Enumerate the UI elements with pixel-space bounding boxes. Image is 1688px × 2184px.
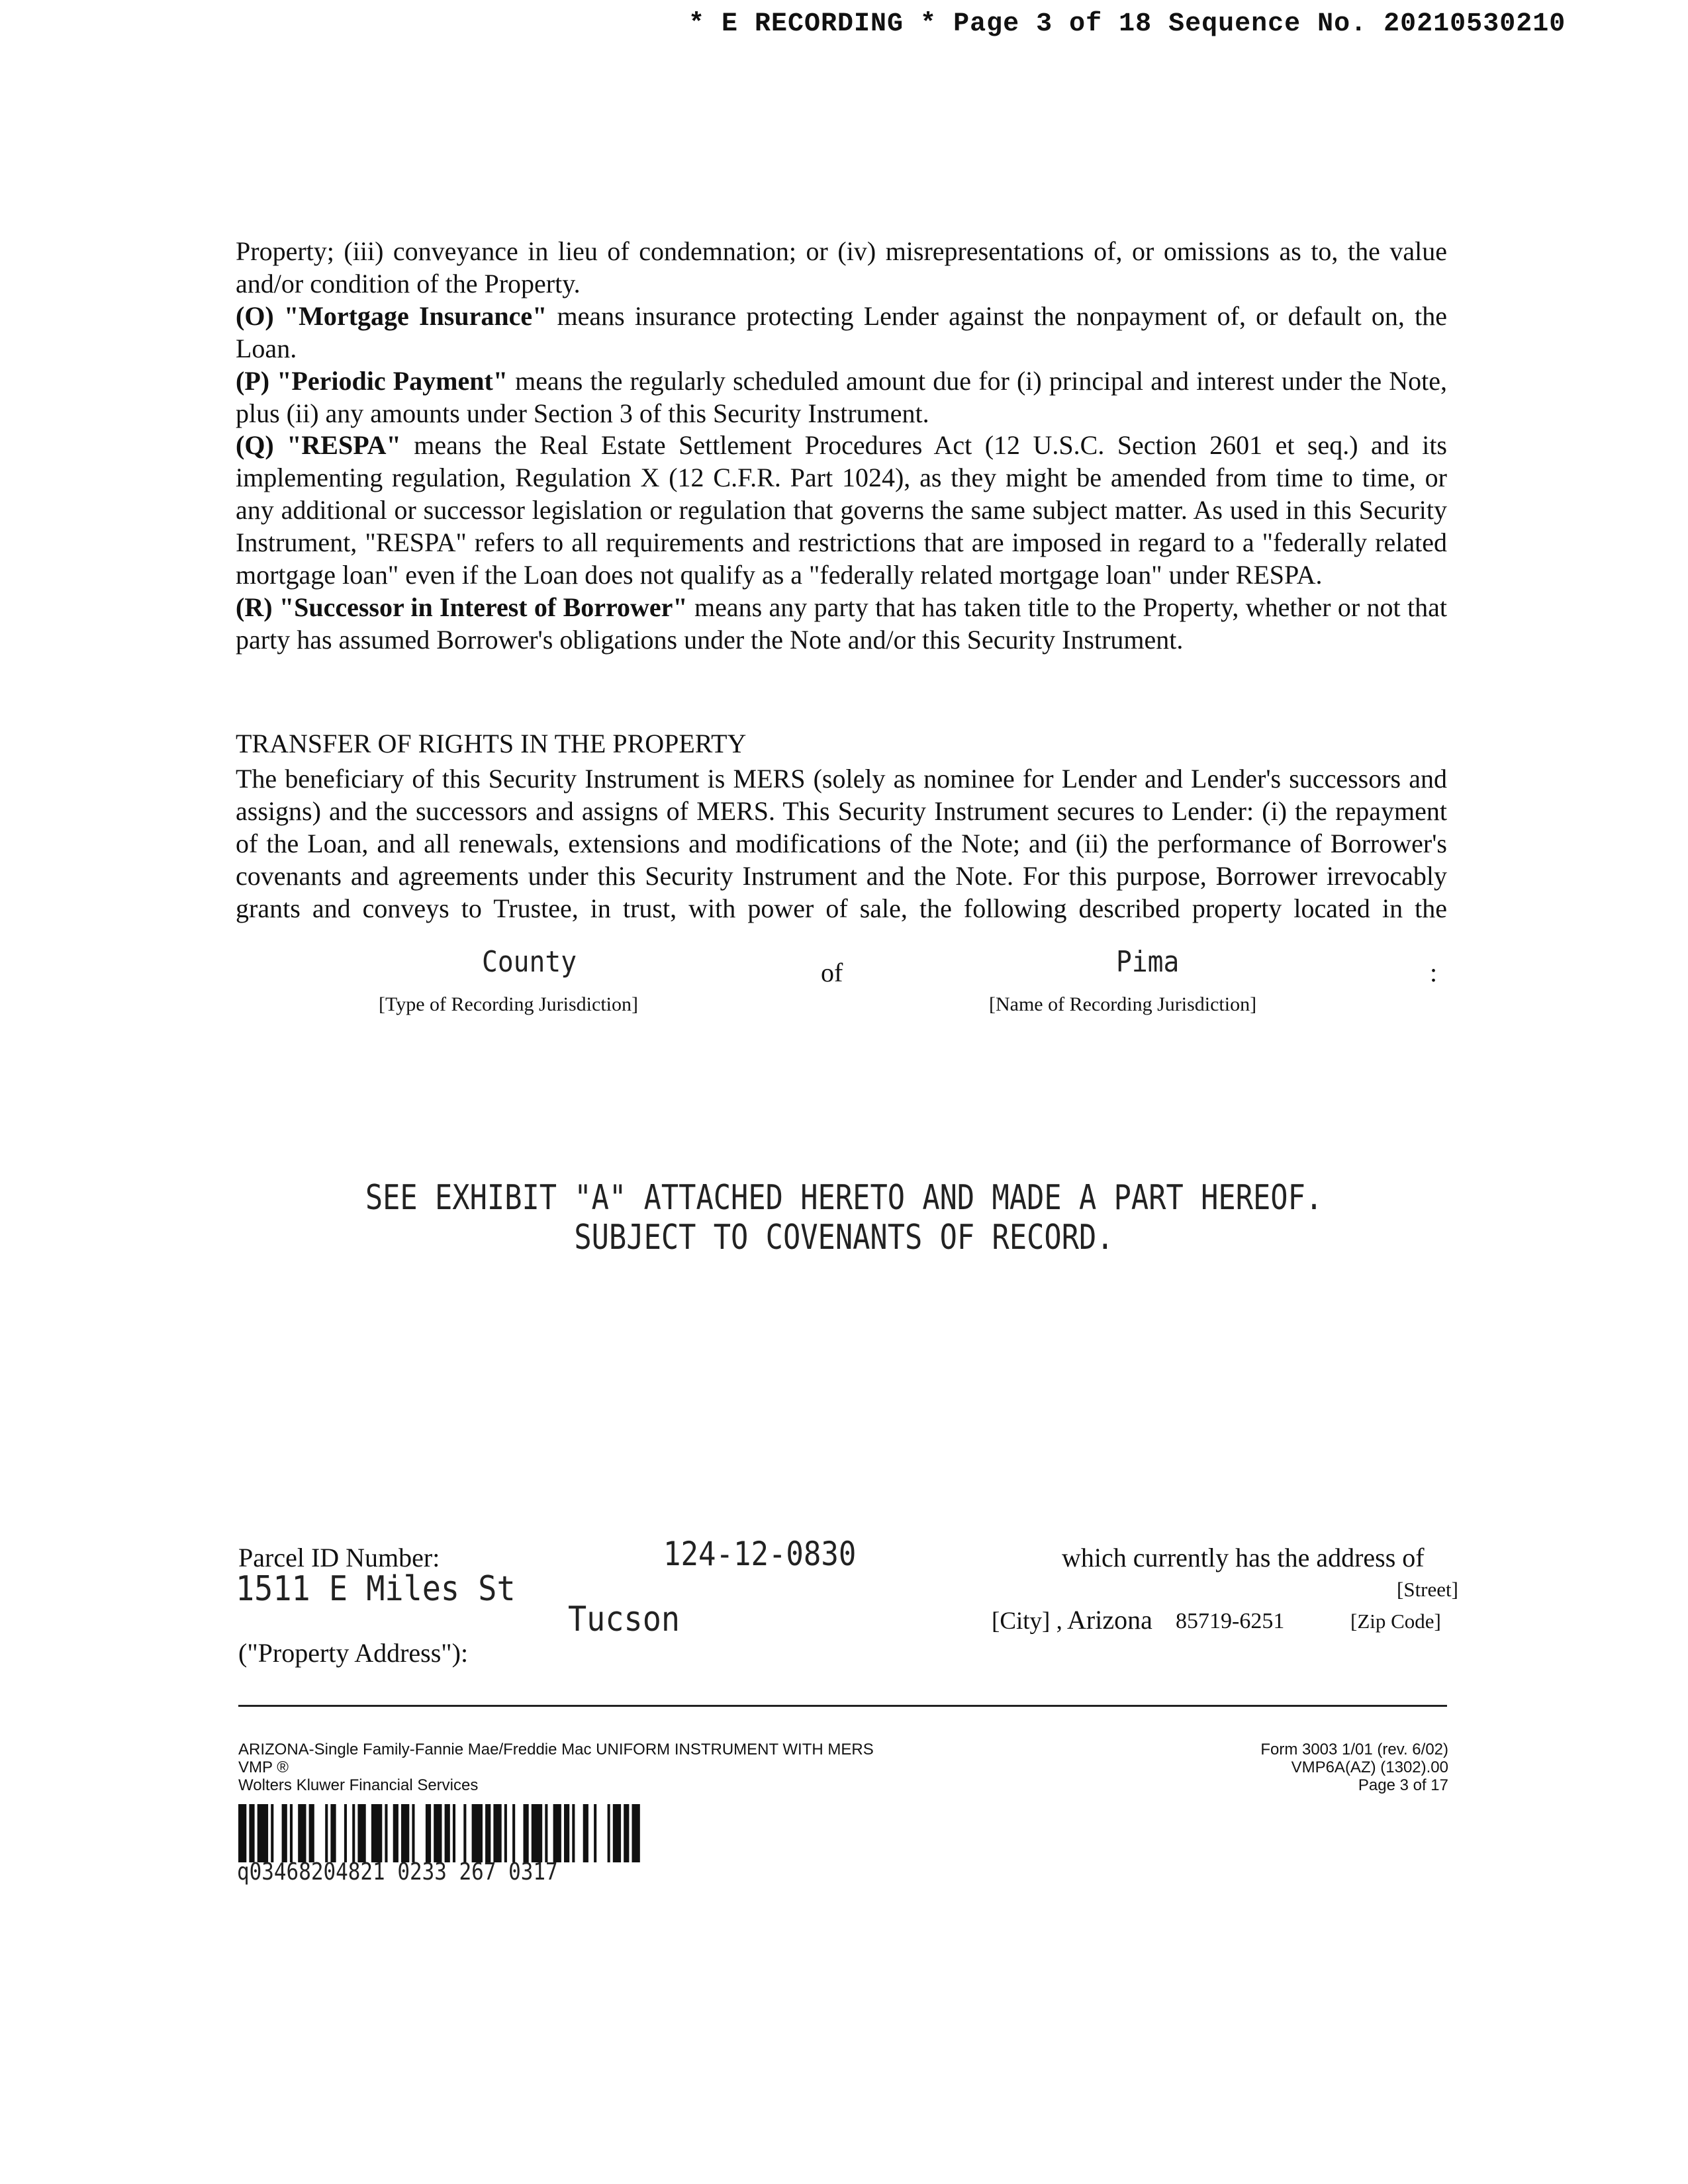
barcode-bar — [357, 1804, 365, 1862]
barcode-bar — [401, 1804, 409, 1862]
barcode-bar — [583, 1804, 588, 1862]
footer-vmp: VMP ® — [238, 1758, 289, 1776]
street-caption: [Street] — [1397, 1578, 1458, 1601]
barcode-bar — [504, 1804, 507, 1862]
footer-vmp-code: VMP6A(AZ) (1302).00 — [1291, 1758, 1448, 1776]
footer-form-id: Form 3003 1/01 (rev. 6/02) — [1260, 1741, 1448, 1758]
barcode-bar — [309, 1804, 314, 1862]
barcode-bar — [524, 1804, 529, 1862]
footer-divider — [238, 1705, 1447, 1707]
definition-r — [236, 592, 1447, 657]
definition-text: means the regularly scheduled amount due for (i) principal and interest under the Note, plus (ii) any amounts under Section 3 of this Security Instrument. — [236, 365, 1447, 428]
definition-o — [236, 300, 1447, 365]
barcode-bar — [594, 1804, 596, 1862]
barcode-bar — [258, 1804, 268, 1862]
barcode-bar — [330, 1804, 336, 1862]
definition-p — [236, 365, 1447, 430]
footer-form-info — [238, 1741, 874, 1794]
definition-continuation — [236, 236, 1447, 300]
definition-term: (Q) "RESPA" — [236, 430, 401, 461]
barcode-bar — [298, 1804, 306, 1862]
footer-form-number — [1260, 1741, 1448, 1794]
footer-page-number: Page 3 of 17 — [1358, 1776, 1448, 1794]
exhibit-statement — [0, 1178, 1688, 1257]
barcode-bar — [249, 1804, 254, 1862]
footer-publisher: Wolters Kluwer Financial Services — [238, 1776, 479, 1794]
property-address-label: ("Property Address"): — [238, 1638, 469, 1668]
barcode-number: q03468204821 0233 267 0317 — [237, 1858, 558, 1886]
barcode-bar — [352, 1804, 355, 1862]
barcode-bar — [485, 1804, 491, 1862]
address-of-text: which currently has the address of — [1062, 1543, 1425, 1572]
definition-text: means insurance protecting Lender against the nonpayment of, or default on, the Loan. — [236, 300, 1447, 363]
barcode-bar — [325, 1804, 328, 1862]
definition-term: (P) "Periodic Payment" — [236, 365, 508, 396]
jurisdiction-type-caption: [Type of Recording Jurisdiction] — [379, 993, 638, 1015]
barcode-bar — [445, 1804, 450, 1862]
jurisdiction-type-value: County — [482, 945, 577, 979]
barcode-bar — [553, 1804, 561, 1862]
barcode-bar — [532, 1804, 542, 1862]
parcel-id-label: Parcel ID Number: — [238, 1543, 440, 1572]
continuation-text: Property; (iii) conveyance in lieu of condemnation; or (iv) misrepresentations of, or omissions as to, the value and/or condition of the Property. — [236, 236, 1447, 298]
city-value: Tucson — [568, 1600, 680, 1639]
zip-caption: [Zip Code] — [1350, 1610, 1441, 1633]
exhibit-line-1: SEE EXHIBIT "A" ATTACHED HERETO AND MADE A PART HEREOF. — [365, 1178, 1323, 1218]
barcode-bar — [371, 1804, 382, 1862]
barcode-bar — [472, 1804, 483, 1862]
barcode-bar — [271, 1804, 273, 1862]
definition-term: (O) "Mortgage Insurance" — [236, 300, 547, 331]
barcode-bar — [453, 1804, 455, 1862]
street-value: 1511 E Miles St — [236, 1569, 516, 1609]
barcode-bar — [572, 1804, 575, 1862]
barcode-bar — [412, 1804, 414, 1862]
barcode-bar — [426, 1804, 431, 1862]
jurisdiction-name-caption: [Name of Recording Jurisdiction] — [989, 993, 1257, 1015]
definition-text: means the Real Estate Settlement Procedures Act (12 U.S.C. Section 2601 et seq.) and its implementing regulation, Regulation X (12 C.F.R. Part 1024), as they might be amended from time to time, or any additional or successor legislation or regulation that governs the same subject matter. As used in this Security Instrument, "RESPA" refers to all requirements and restrictions that are imposed in regard to a "federally related mortgage loan" even if the Loan does not qualify as a "federally related mortgage loan" under RESPA. — [236, 430, 1447, 590]
barcode-bar — [463, 1804, 466, 1862]
city-caption: [City] , — [992, 1608, 1062, 1635]
parcel-id-value: 124-12-0830 — [663, 1535, 857, 1573]
jurisdiction-colon: : — [1430, 958, 1438, 987]
barcode-bar — [290, 1804, 293, 1862]
exhibit-line-2: SUBJECT TO COVENANTS OF RECORD. — [574, 1218, 1114, 1257]
of-word: of — [821, 958, 843, 987]
barcode-bar — [493, 1804, 501, 1862]
footer-form-title: ARIZONA-Single Family-Fannie Mae/Freddie Mac UNIFORM INSTRUMENT WITH MERS — [238, 1741, 874, 1758]
barcode-bar — [613, 1804, 621, 1862]
barcode-bar — [238, 1804, 246, 1862]
barcode-bar — [545, 1804, 547, 1862]
barcode-bar — [344, 1804, 347, 1862]
zip-value: 85719-6251 — [1176, 1609, 1285, 1633]
barcode-bar — [385, 1804, 387, 1862]
barcode-bar — [393, 1804, 399, 1862]
barcode-bar — [282, 1804, 287, 1862]
barcode-bar — [608, 1804, 610, 1862]
definition-q — [236, 430, 1447, 592]
barcode-bar — [624, 1804, 629, 1862]
definitions-section — [236, 236, 1447, 657]
transfer-heading: TRANSFER OF RIGHTS IN THE PROPERTY — [236, 729, 747, 758]
barcode-bar — [434, 1804, 442, 1862]
state-value: Arizona — [1067, 1605, 1152, 1635]
barcode-bar — [564, 1804, 569, 1862]
jurisdiction-name-value: Pima — [1116, 945, 1180, 979]
definition-text: means any party that has taken title to the Property, whether or not that party has assumed Borrower's obligations under the Note and/or this Security Instrument. — [236, 592, 1447, 655]
definition-term: (R) "Successor in Interest of Borrower" — [236, 592, 688, 622]
barcode — [238, 1804, 712, 1862]
transfer-paragraph: The beneficiary of this Security Instrument is MERS (solely as nominee for Lender and Lender's successors and assigns) and the successors and assigns of MERS. This Security Instrument secures to Lender: (i) the repayment of the Loan, and all renewals, extensions and modifications of the Note; and (ii) the performance of Borrower's covenants and agreements under this Security Instrument and the Note. For this purpose, Borrower irrevocably grants and conveys to Trustee, in trust, with power of sale, the following described property located in the — [236, 764, 1447, 923]
barcode-bar — [512, 1804, 515, 1862]
recording-header: * E RECORDING * Page 3 of 18 Sequence No. 20210530210 — [688, 9, 1566, 39]
barcode-bar — [632, 1804, 640, 1862]
